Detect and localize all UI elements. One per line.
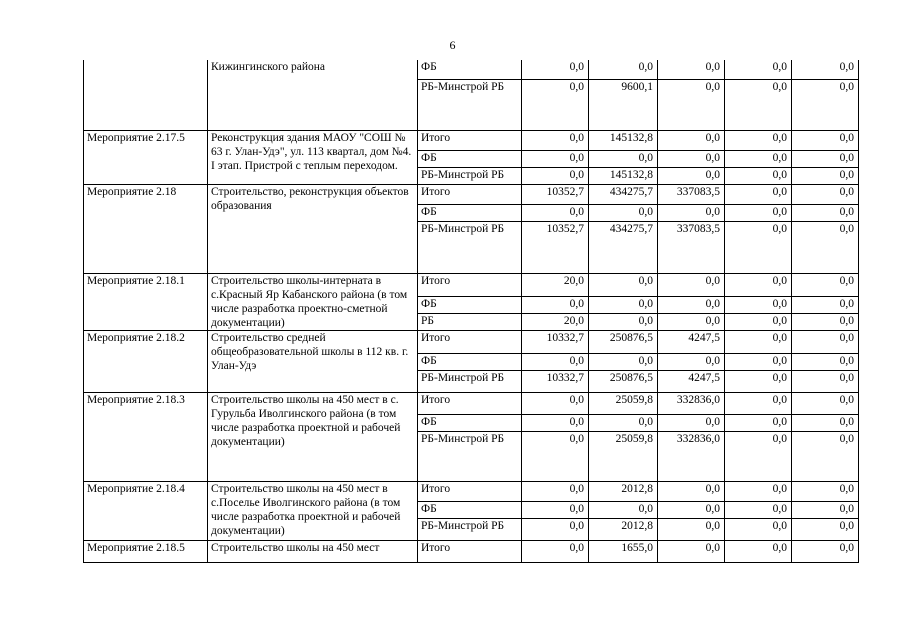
- amount-cell: 332836,0: [658, 392, 725, 414]
- amount-cell: 0,0: [522, 60, 589, 79]
- amount-cell: 0,0: [792, 481, 859, 501]
- amount-cell: 0,0: [522, 353, 589, 370]
- amount-cell: 0,0: [792, 518, 859, 540]
- amount-cell: 0,0: [658, 353, 725, 370]
- funding-source-cell: Итого: [418, 540, 522, 562]
- amount-cell: 0,0: [792, 204, 859, 221]
- amount-cell: 0,0: [522, 431, 589, 481]
- amount-cell: 0,0: [658, 501, 725, 518]
- amount-cell: 0,0: [522, 518, 589, 540]
- funding-source-cell: ФБ: [418, 353, 522, 370]
- funding-source-cell: Итого: [418, 130, 522, 150]
- amount-cell: 0,0: [589, 150, 658, 167]
- funding-source-cell: Итого: [418, 184, 522, 204]
- amount-cell: 0,0: [522, 130, 589, 150]
- amount-cell: 0,0: [589, 313, 658, 330]
- table-row: [84, 60, 859, 79]
- event-description-cell: Строительство школы-интерната в с.Красный Яр Кабанского района (в том числе разработка проектно-сметной документации): [208, 273, 418, 330]
- funding-source-cell: РБ-Минстрой РБ: [418, 167, 522, 184]
- event-id-cell: [84, 60, 208, 130]
- amount-cell: 10352,7: [522, 184, 589, 204]
- event-description-cell: Строительство средней общеобразовательной школы в 112 кв. г. Улан-Удэ: [208, 330, 418, 392]
- funding-source-cell: ФБ: [418, 60, 522, 79]
- funding-source-cell: ФБ: [418, 414, 522, 431]
- amount-cell: 0,0: [589, 60, 658, 79]
- funding-source-cell: РБ-Минстрой РБ: [418, 79, 522, 130]
- amount-cell: 337083,5: [658, 184, 725, 204]
- table-row: [84, 130, 859, 150]
- amount-cell: 0,0: [658, 130, 725, 150]
- amount-cell: 0,0: [792, 167, 859, 184]
- amount-cell: 0,0: [792, 313, 859, 330]
- amount-cell: 0,0: [725, 184, 792, 204]
- amount-cell: 0,0: [725, 221, 792, 273]
- amount-cell: 0,0: [792, 130, 859, 150]
- amount-cell: 0,0: [658, 481, 725, 501]
- funding-source-cell: Итого: [418, 273, 522, 296]
- event-id-cell: Мероприятие 2.18.5: [84, 540, 208, 562]
- funding-source-cell: Итого: [418, 481, 522, 501]
- amount-cell: 0,0: [792, 221, 859, 273]
- page-number: 6: [449, 38, 456, 52]
- amount-cell: 250876,5: [589, 330, 658, 353]
- event-description-cell: Строительство школы на 450 мест в с. Гурульба Иволгинского района (в том числе разработка проектной и рабочей документации): [208, 392, 418, 481]
- amount-cell: 0,0: [658, 79, 725, 130]
- amount-cell: 0,0: [658, 414, 725, 431]
- funding-source-cell: РБ-Минстрой РБ: [418, 370, 522, 392]
- amount-cell: 0,0: [725, 150, 792, 167]
- amount-cell: 434275,7: [589, 221, 658, 273]
- amount-cell: 0,0: [658, 296, 725, 313]
- amount-cell: 0,0: [658, 518, 725, 540]
- amount-cell: 0,0: [792, 540, 859, 562]
- amount-cell: 0,0: [589, 296, 658, 313]
- amount-cell: 0,0: [522, 150, 589, 167]
- amount-cell: 0,0: [725, 431, 792, 481]
- amount-cell: 0,0: [725, 273, 792, 296]
- amount-cell: 10332,7: [522, 330, 589, 353]
- amount-cell: 0,0: [658, 273, 725, 296]
- funding-source-cell: Итого: [418, 330, 522, 353]
- amount-cell: 0,0: [658, 540, 725, 562]
- amount-cell: 0,0: [522, 414, 589, 431]
- event-description-cell: Кижингинского района: [208, 60, 418, 130]
- amount-cell: 0,0: [725, 540, 792, 562]
- table-row: [84, 481, 859, 501]
- amount-cell: 0,0: [792, 184, 859, 204]
- funding-source-cell: РБ-Минстрой РБ: [418, 431, 522, 481]
- event-id-cell: Мероприятие 2.18.3: [84, 392, 208, 481]
- amount-cell: 0,0: [792, 296, 859, 313]
- amount-cell: 0,0: [725, 518, 792, 540]
- amount-cell: 0,0: [725, 353, 792, 370]
- amount-cell: 2012,8: [589, 481, 658, 501]
- funding-source-cell: РБ-Минстрой РБ: [418, 221, 522, 273]
- amount-cell: 0,0: [522, 167, 589, 184]
- amount-cell: 0,0: [725, 501, 792, 518]
- table-row: [84, 330, 859, 353]
- table-row: [84, 184, 859, 204]
- amount-cell: 0,0: [522, 204, 589, 221]
- amount-cell: 0,0: [725, 204, 792, 221]
- amount-cell: 20,0: [522, 313, 589, 330]
- amount-cell: 0,0: [792, 273, 859, 296]
- amount-cell: 0,0: [792, 414, 859, 431]
- amount-cell: 0,0: [792, 60, 859, 79]
- funding-source-cell: ФБ: [418, 204, 522, 221]
- amount-cell: 0,0: [522, 481, 589, 501]
- amount-cell: 0,0: [792, 150, 859, 167]
- funding-source-cell: ФБ: [418, 150, 522, 167]
- event-id-cell: Мероприятие 2.18: [84, 184, 208, 273]
- amount-cell: 0,0: [725, 296, 792, 313]
- event-description-cell: Реконструкция здания МАОУ "СОШ № 63 г. Улан-Удэ", ул. 113 квартал, дом №4. I этап. Пристрой с теплым переходом.: [208, 130, 418, 184]
- amount-cell: 25059,8: [589, 431, 658, 481]
- amount-cell: 0,0: [792, 79, 859, 130]
- amount-cell: 10332,7: [522, 370, 589, 392]
- amount-cell: 145132,8: [589, 130, 658, 150]
- amount-cell: 0,0: [725, 60, 792, 79]
- amount-cell: 4247,5: [658, 370, 725, 392]
- amount-cell: 0,0: [725, 392, 792, 414]
- amount-cell: 0,0: [725, 414, 792, 431]
- amount-cell: 0,0: [792, 330, 859, 353]
- amount-cell: 1655,0: [589, 540, 658, 562]
- amount-cell: 337083,5: [658, 221, 725, 273]
- amount-cell: 434275,7: [589, 184, 658, 204]
- amount-cell: 0,0: [792, 501, 859, 518]
- event-description-cell: Строительство школы на 450 мест в с.Поселье Иволгинского района (в том числе разработка проектной и рабочей документации): [208, 481, 418, 540]
- amount-cell: 0,0: [792, 392, 859, 414]
- amount-cell: 9600,1: [589, 79, 658, 130]
- amount-cell: 250876,5: [589, 370, 658, 392]
- event-description-cell: Строительство, реконструкция объектов образования: [208, 184, 418, 273]
- amount-cell: 0,0: [792, 370, 859, 392]
- amount-cell: 20,0: [522, 273, 589, 296]
- amount-cell: 0,0: [792, 353, 859, 370]
- amount-cell: 25059,8: [589, 392, 658, 414]
- amount-cell: 0,0: [725, 313, 792, 330]
- amount-cell: 0,0: [589, 501, 658, 518]
- event-id-cell: Мероприятие 2.18.4: [84, 481, 208, 540]
- amount-cell: 0,0: [589, 353, 658, 370]
- amount-cell: 0,0: [589, 414, 658, 431]
- amount-cell: 0,0: [725, 130, 792, 150]
- amount-cell: 0,0: [522, 501, 589, 518]
- amount-cell: 4247,5: [658, 330, 725, 353]
- amount-cell: 0,0: [658, 150, 725, 167]
- amount-cell: 0,0: [725, 481, 792, 501]
- funding-source-cell: ФБ: [418, 501, 522, 518]
- amount-cell: 0,0: [725, 370, 792, 392]
- funding-source-cell: Итого: [418, 392, 522, 414]
- table-row: [84, 540, 859, 562]
- amount-cell: 0,0: [725, 79, 792, 130]
- amount-cell: 0,0: [522, 79, 589, 130]
- amount-cell: 0,0: [658, 204, 725, 221]
- amount-cell: 2012,8: [589, 518, 658, 540]
- amount-cell: 0,0: [589, 204, 658, 221]
- table-row: [84, 392, 859, 414]
- amount-cell: 0,0: [725, 167, 792, 184]
- amount-cell: 0,0: [589, 273, 658, 296]
- funding-source-cell: РБ: [418, 313, 522, 330]
- event-description-cell: Строительство школы на 450 мест: [208, 540, 418, 562]
- amount-cell: 0,0: [658, 167, 725, 184]
- amount-cell: 0,0: [658, 60, 725, 79]
- amount-cell: 0,0: [658, 313, 725, 330]
- amount-cell: 332836,0: [658, 431, 725, 481]
- amount-cell: 145132,8: [589, 167, 658, 184]
- amount-cell: 10352,7: [522, 221, 589, 273]
- event-id-cell: Мероприятие 2.18.1: [84, 273, 208, 330]
- event-id-cell: Мероприятие 2.18.2: [84, 330, 208, 392]
- amount-cell: 0,0: [522, 392, 589, 414]
- event-id-cell: Мероприятие 2.17.5: [84, 130, 208, 184]
- funding-source-cell: ФБ: [418, 296, 522, 313]
- amount-cell: 0,0: [522, 540, 589, 562]
- funding-source-cell: РБ-Минстрой РБ: [418, 518, 522, 540]
- table-row: [84, 273, 859, 296]
- amount-cell: 0,0: [792, 431, 859, 481]
- amount-cell: 0,0: [725, 330, 792, 353]
- amount-cell: 0,0: [522, 296, 589, 313]
- budget-table: [83, 60, 859, 563]
